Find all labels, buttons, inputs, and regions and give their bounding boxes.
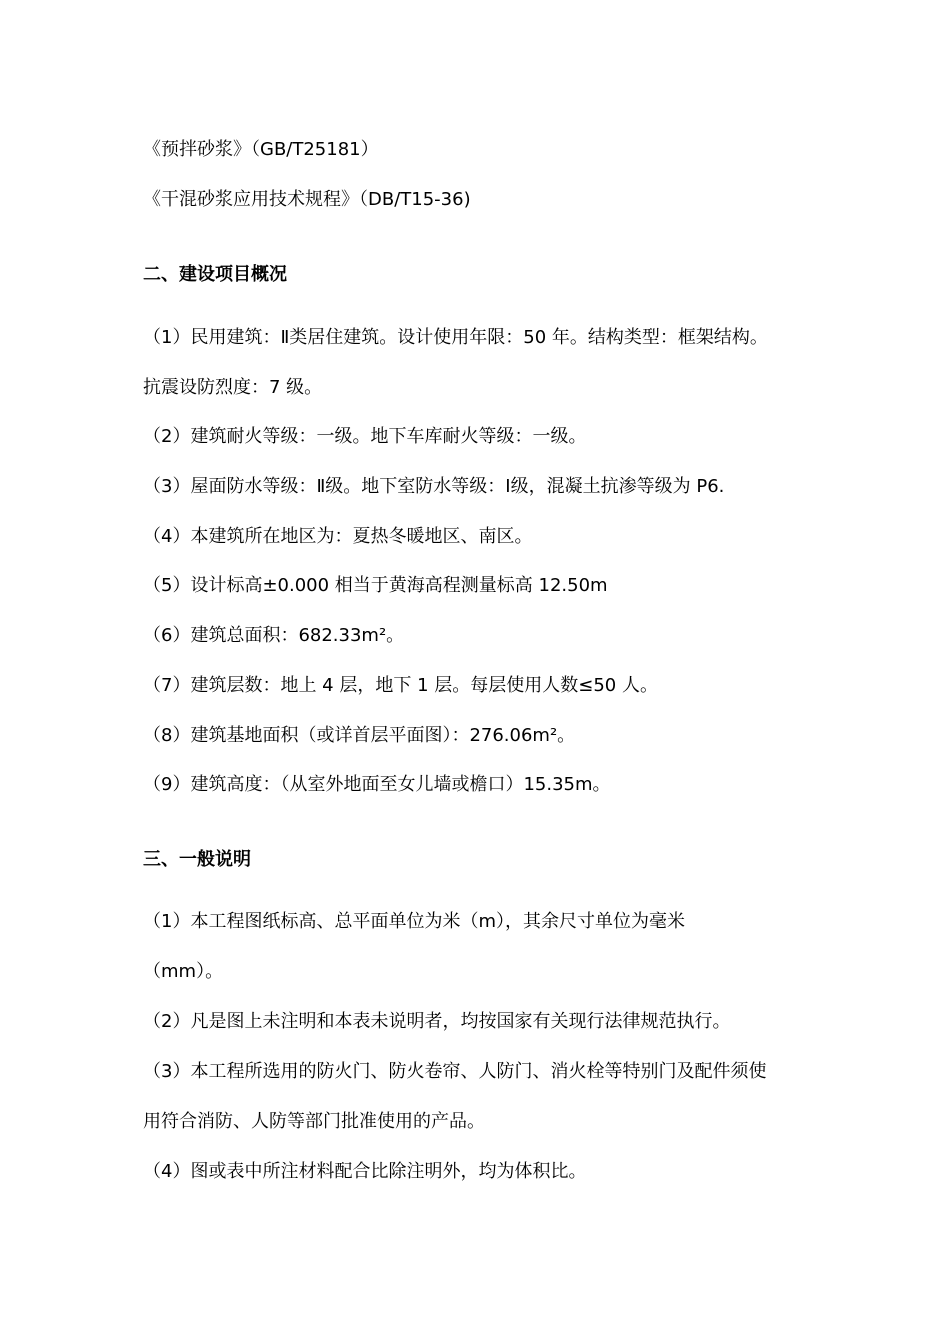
paragraph-line: （6）建筑总面积：682.33m²。 <box>143 625 405 646</box>
paragraph-line: （1）本工程图纸标高、总平面单位为米（m），其余尺寸单位为毫米 <box>143 911 685 932</box>
paragraph-line: （3）本工程所选用的防火门、防火卷帘、人防门、消火栓等特别门及配件须使 <box>143 1061 767 1082</box>
section-heading-general-notes: 三、一般说明 <box>143 849 251 870</box>
paragraph-line: （5）设计标高±0.000 相当于黄海高程测量标高 12.50m <box>143 575 608 596</box>
paragraph-line: （1）民用建筑：Ⅱ类居住建筑。设计使用年限：50 年。结构类型：框架结构。 <box>143 327 768 348</box>
paragraph-line: （7）建筑层数：地上 4 层，地下 1 层。每层使用人数≤50 人。 <box>143 675 658 696</box>
paragraph-line: （mm）。 <box>143 961 224 982</box>
paragraph-line: （4）本建筑所在地区为：夏热冬暖地区、南区。 <box>143 526 533 547</box>
paragraph-line: （4）图或表中所注材料配合比除注明外，均为体积比。 <box>143 1161 587 1182</box>
section-heading-project-overview: 二、建设项目概况 <box>143 264 287 285</box>
reference-line: 《预拌砂浆》（GB/T25181） <box>143 139 379 160</box>
paragraph-line: 用符合消防、人防等部门批准使用的产品。 <box>143 1111 485 1132</box>
paragraph-line: （9）建筑高度：（从室外地面至女儿墙或檐口）15.35m。 <box>143 774 611 795</box>
paragraph-line: （2）凡是图上未注明和本表未说明者，均按国家有关现行法律规范执行。 <box>143 1011 731 1032</box>
reference-line: 《干混砂浆应用技术规程》（DB/T15-36) <box>143 189 471 210</box>
paragraph-line: 抗震设防烈度：7 级。 <box>143 377 323 398</box>
paragraph-line: （8）建筑基地面积（或详首层平面图）：276.06m²。 <box>143 725 576 746</box>
paragraph-line: （2）建筑耐火等级：一级。地下车库耐火等级：一级。 <box>143 426 587 447</box>
paragraph-line: （3）屋面防水等级：Ⅱ级。地下室防水等级：Ⅰ级，混凝土抗渗等级为 P6. <box>143 476 725 497</box>
